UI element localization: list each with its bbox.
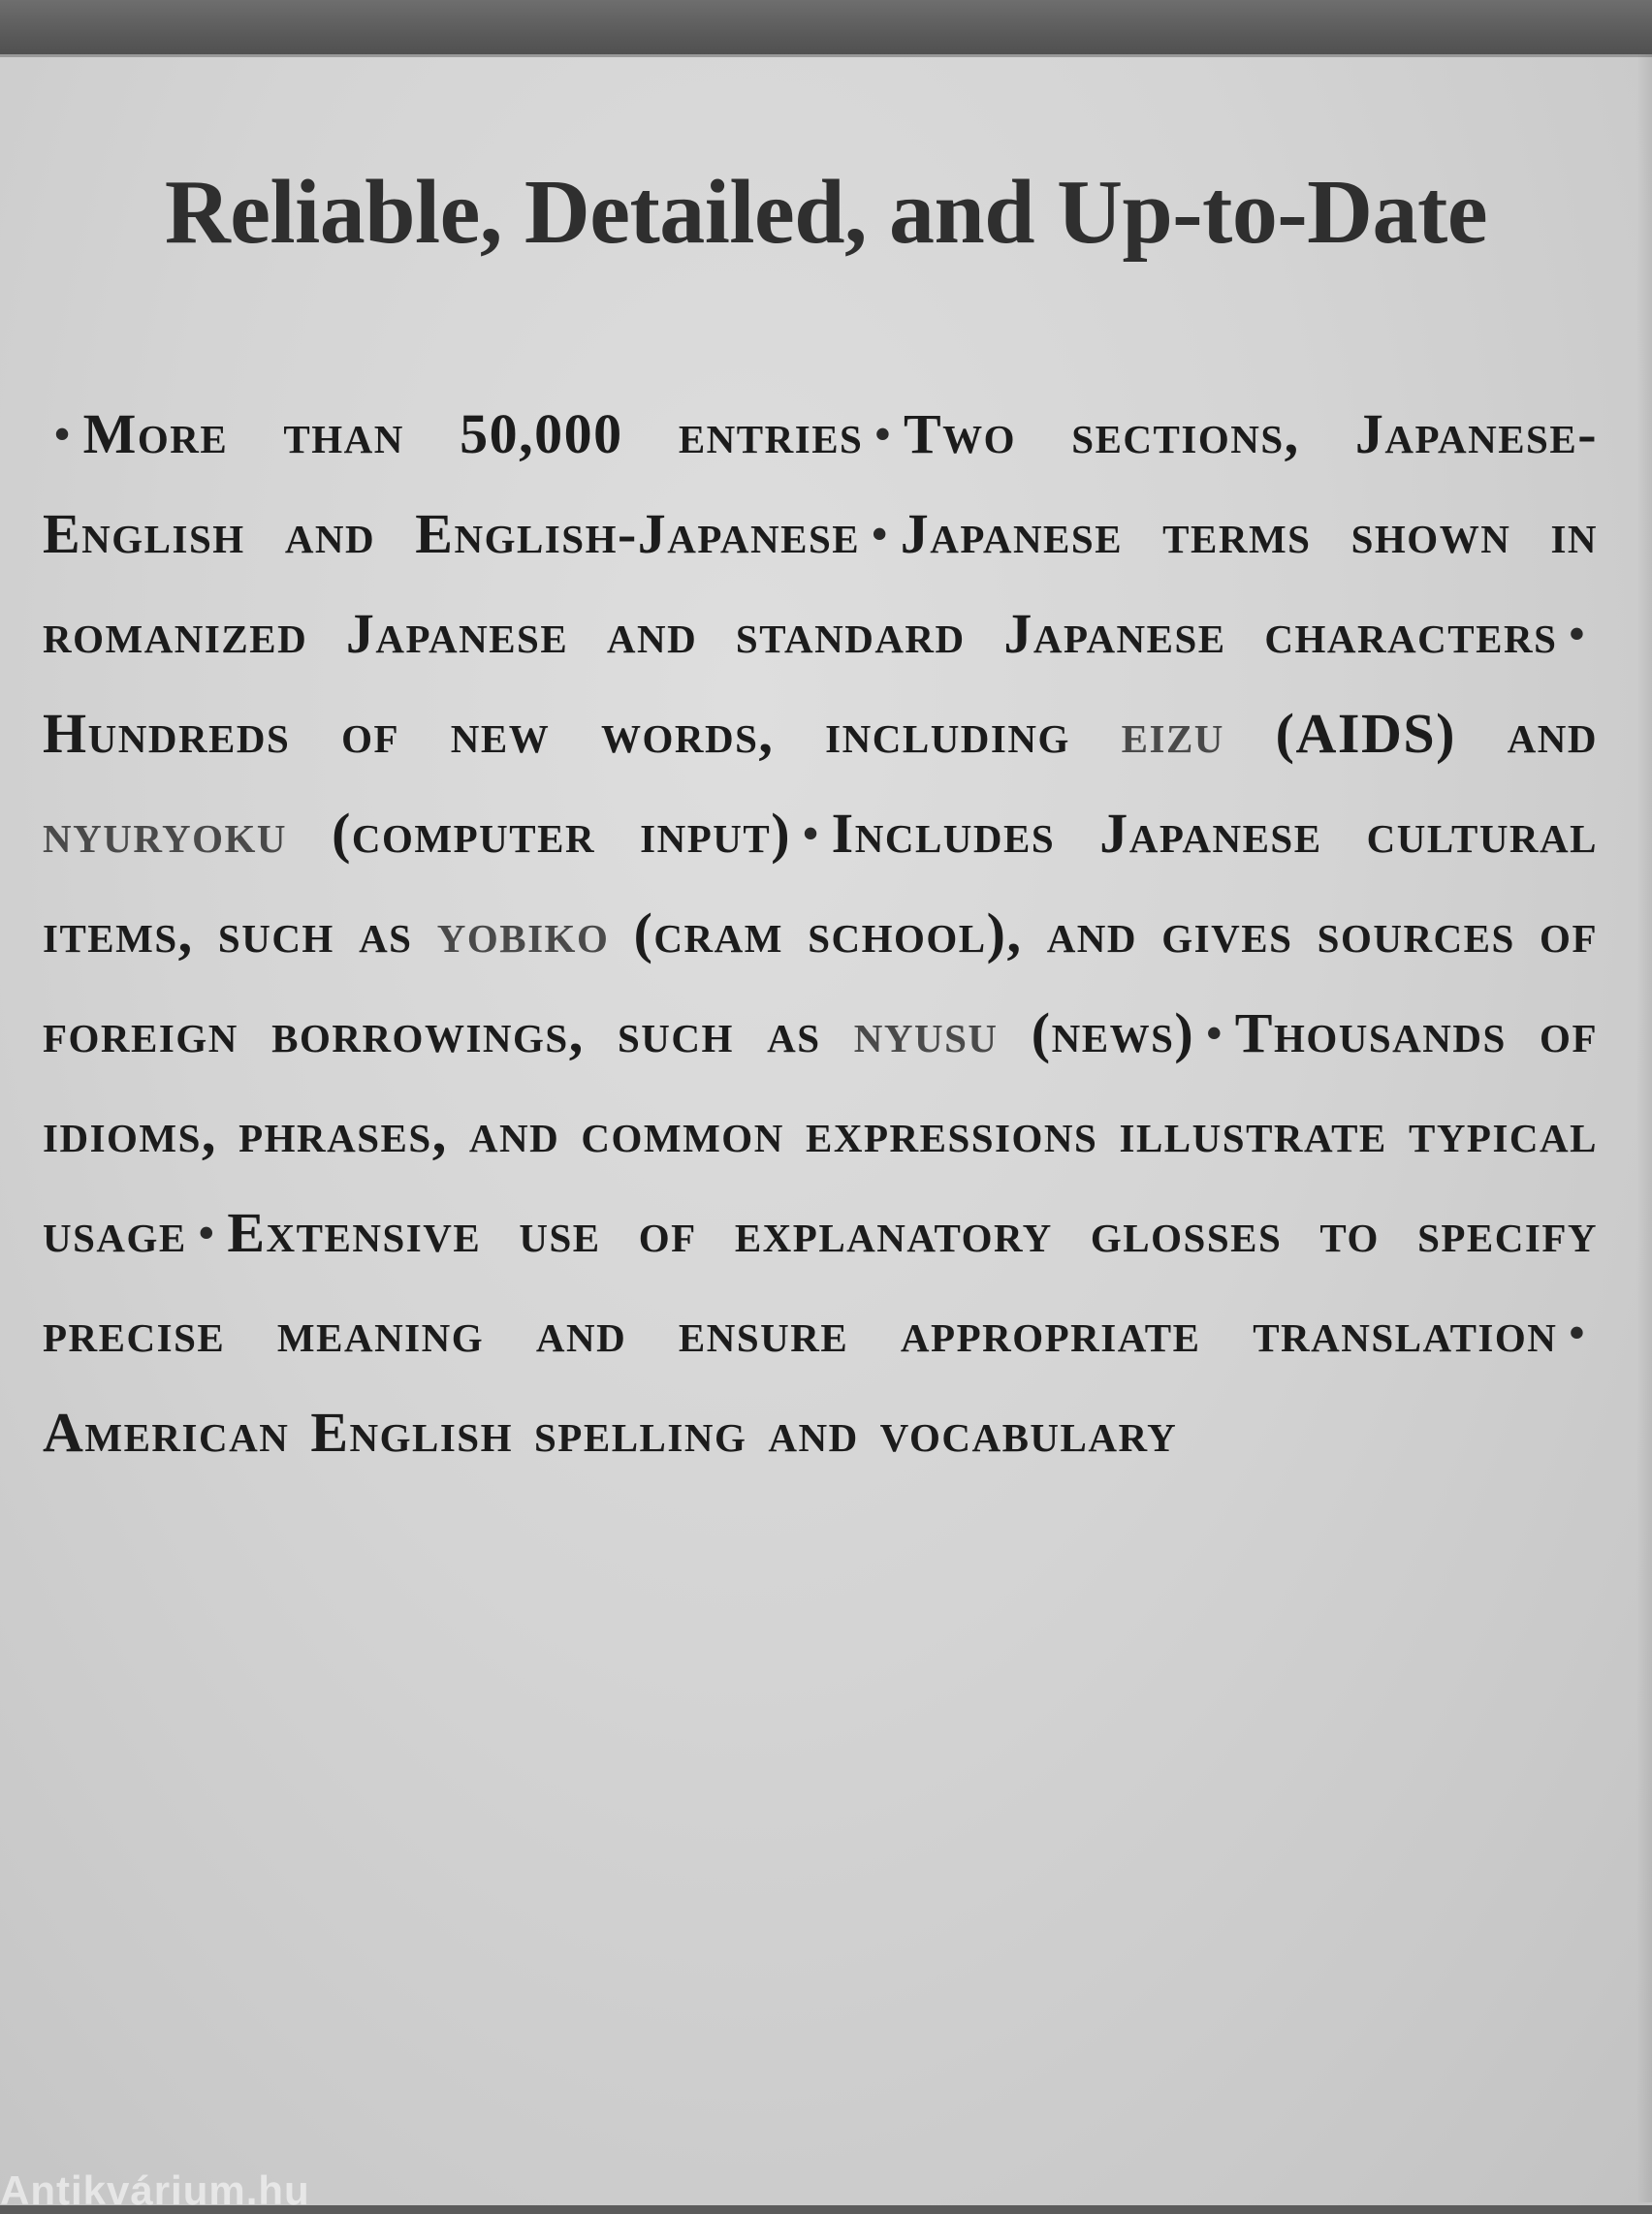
bullet-icon: • — [1569, 609, 1586, 658]
feature-text: (computer input) — [287, 802, 792, 865]
romaji-term: nyusu — [853, 1001, 999, 1064]
bullet-icon: • — [54, 409, 72, 459]
romaji-term: eizu — [1121, 702, 1224, 765]
feature-terms: Japanese terms shown in romanized Japanese and standard Japanese characters — [43, 502, 1599, 665]
feature-idioms: Thousands of idioms, phrases, and common expressions illustrate typical usage — [43, 1001, 1598, 1264]
cover-edge-shadow — [1636, 54, 1652, 2202]
bullet-icon: • — [874, 409, 892, 459]
feature-text: (cram school), and gives sources of foreign borrowings, such as — [43, 901, 1598, 1064]
bullet-icon: • — [803, 808, 820, 858]
feature-list — [43, 384, 1598, 1482]
feature-spelling: American English spelling and vocabulary — [43, 1401, 1178, 1464]
feature-sections: Two sections, Japanese-English and English-Japanese — [43, 402, 1599, 565]
watermark: Antikvárium.hu — [0, 2167, 310, 2213]
feature-text: Hundreds of new words, including — [43, 702, 1122, 765]
bullet-icon: • — [1569, 1308, 1586, 1357]
feature-text: (news) — [998, 1001, 1195, 1064]
bullet-icon: • — [872, 509, 889, 558]
romaji-term: nyuryoku — [43, 802, 287, 865]
feature-text: Includes Japanese cultural items, such as — [43, 802, 1598, 965]
bullet-icon: • — [198, 1208, 216, 1257]
bullet-icon: • — [1206, 1008, 1223, 1058]
headline: Reliable, Detailed, and Up-to-Date — [164, 162, 1488, 263]
feature-entries: More than 50,000 entries — [82, 402, 864, 465]
feature-text: (AIDS) and — [1223, 702, 1598, 765]
feature-glosses: Extensive use of explanatory glosses to specify precise meaning and ensure appropriate translation — [43, 1201, 1598, 1364]
romaji-term: yobiko — [436, 901, 610, 965]
